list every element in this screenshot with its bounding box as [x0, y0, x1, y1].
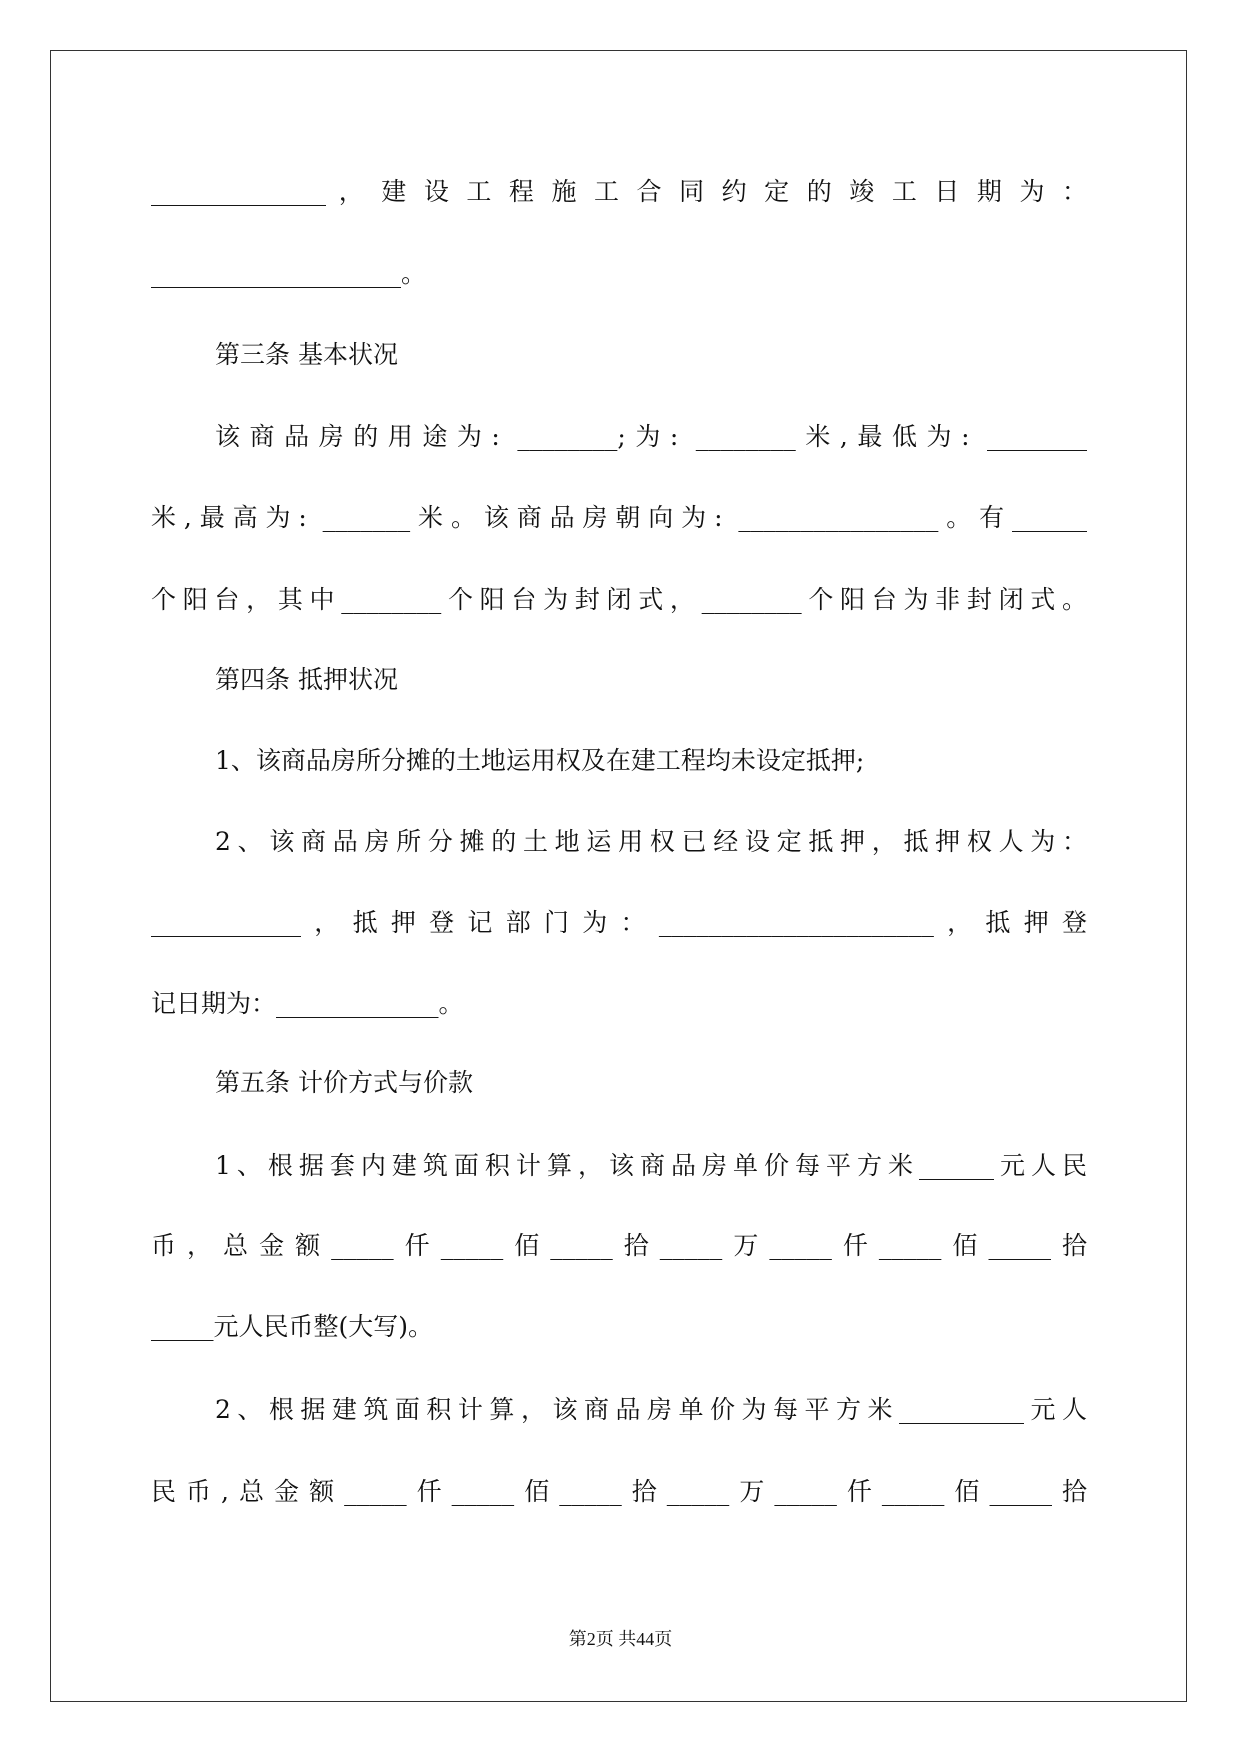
text-line: _____元人民币整(大写)。: [151, 1312, 434, 1341]
page-border: [50, 50, 1187, 1702]
section-heading: 第五条 计价方式与价款: [215, 1068, 473, 1097]
text-line: 米,最高为: _______米。该商品房朝向为: ________________。有______: [151, 503, 1087, 532]
text-line: 币，总金额_____仟_____佰_____拾_____万_____仟_____佰_____拾: [151, 1231, 1087, 1260]
section-heading: 第三条 基本状况: [215, 340, 398, 369]
text-line: 记日期为：_____________。: [151, 989, 464, 1018]
text-line: 民币,总金额_____仟_____佰_____拾_____万_____仟_____佰_____拾: [151, 1477, 1087, 1506]
page-number-footer: 第2页 共44页: [568, 1629, 673, 1649]
text-line: 2、该商品房所分摊的土地运用权已经设定抵押，抵押权人为：: [215, 827, 1087, 856]
text-line: ____________，抵押登记部门为：______________________，抵押登: [151, 908, 1087, 937]
section-heading: 第四条 抵押状况: [215, 665, 398, 694]
text-line: 个阳台，其中________个阳台为封闭式，________个阳台为非封闭式。: [151, 585, 1087, 614]
text-line: 该商品房的用途为: ________;为: ________米,最低为: ________: [215, 422, 1087, 451]
text-line: 2、根据建筑面积计算，该商品房单价为每平方米__________元人: [215, 1395, 1087, 1424]
text-line: ______________ ， 建 设 工 程 施 工 合 同 约 定 的 竣 工 日 期 为 ：: [151, 177, 1087, 206]
text-line: ____________________。: [151, 259, 427, 288]
text-line: 1、根据套内建筑面积计算，该商品房单价每平方米______元人民: [215, 1151, 1087, 1180]
text-line: 1、该商品房所分摊的土地运用权及在建工程均未设定抵押;: [215, 746, 865, 775]
